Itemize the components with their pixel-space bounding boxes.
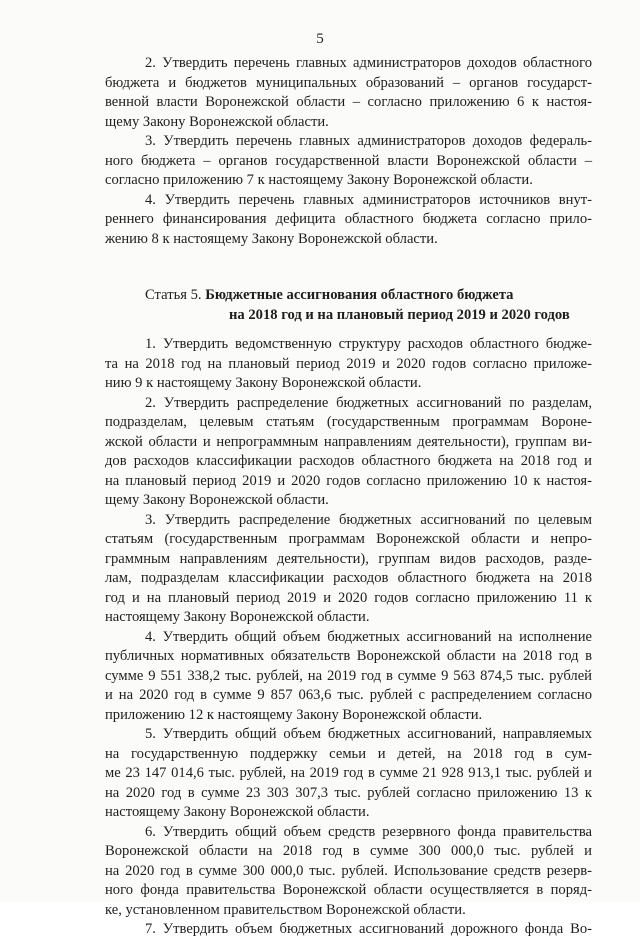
text-line: ного бюджета – органов государственной власти Воронежской области – [105,152,592,169]
article-5-paragraph-4 [105,628,592,726]
article-5-paragraph-7 [105,920,592,940]
article-5-paragraph-5 [105,725,592,823]
text-line: 3. Утвердить распределение бюджетных ассигнований по целевым [145,511,592,528]
text-line: дов расходов классификации расходов областного бюджета на 2018 год и [105,453,592,469]
text-line: 4. Утвердить перечень главных администраторов источников внут- [145,191,592,208]
article-label: Статья 5. [145,287,202,303]
paragraph-3 [105,132,592,191]
text-line: реннего финансирования дефицита областного бюджета согласно прило- [105,211,592,227]
text-line: жской области и непрограммным направлениям деятельности), группам ви- [105,433,592,450]
text-line: та на 2018 год на плановый период 2019 и 2020 годов согласно приложе- [105,355,592,372]
text-line: настоящему Закону Воронежской области. [105,609,370,625]
text-line: на плановый период 2019 и 2020 годов согласно приложению 10 к настоя- [105,472,592,489]
text-line: приложению 12 к настоящему Закону Воронежской области. [105,706,483,723]
document-body [105,54,592,940]
text-line: 5. Утвердить общий объем бюджетных ассигнований, направляемых [145,726,592,742]
text-line: 7. Утвердить объем бюджетных ассигнований дорожного фонда Во- [145,921,592,937]
text-line: сумме 9 551 338,2 тыс. рублей, на 2019 год в сумме 9 563 874,5 тыс. рублей [105,667,592,684]
text-line: граммным направлениям деятельности), группам видов расходов, разде- [105,550,592,567]
paragraph-2 [105,54,592,132]
text-line: на государственную поддержку семьи и детей, на 2018 год в сум- [105,745,592,762]
text-line: на 2020 год в сумме 23 303 307,3 тыс. рублей согласно приложению 13 к [105,784,592,801]
text-line: 2. Утвердить перечень главных администраторов доходов областного [145,55,592,71]
article-5-paragraph-3 [105,511,592,628]
text-line: щему Закону Воронежской области. [105,492,329,508]
article-5-paragraph-2 [105,394,592,511]
text-line: венной власти Воронежской области – согласно приложению 6 к настоя- [105,94,592,110]
text-line: нию 9 к настоящему Закону Воронежской области. [105,375,422,391]
section-gap [105,249,592,286]
text-line: ного фонда правительства Воронежской области осуществляется в поряд- [105,882,592,898]
text-line: жению 8 к настоящему Закону Воронежской области. [105,230,438,247]
text-line: бюджета и бюджетов муниципальных образований – органов государст- [105,74,592,91]
article-5-paragraph-1 [105,335,592,394]
text-line: 6. Утвердить общий объем средств резервного фонда правительства [145,823,592,840]
page-number: 5 [316,31,324,47]
text-line: 4. Утвердить общий объем бюджетных ассигнований на исполнение [145,628,592,645]
text-line: 2. Утвердить распределение бюджетных ассигнований по разделам, [145,394,592,411]
article-5-paragraph-6 [105,823,592,921]
article-title-part-2: на 2018 год и на плановый период 2019 и 2020 годов [229,306,570,323]
heading-gap [105,325,592,335]
paragraph-4 [105,191,592,250]
text-line: на 2020 год в сумме 300 000,0 тыс. рублей. Использование средств резерв- [105,862,592,879]
article-title-part-1: Бюджетные ассигнования областного бюджета [205,287,514,303]
text-line: статьям (государственным программам Воронежской области и непро- [105,531,592,547]
text-line: щему Закону Воронежской области. [105,113,329,130]
text-line: настоящему Закону Воронежской области. [105,804,370,820]
text-line: Воронежской области на 2018 год в сумме 300 000,0 тыс. рублей и [105,843,592,859]
text-line: и на 2020 год в сумме 9 857 063,6 тыс. рублей с распределением согласно [105,687,592,703]
text-line: год и на плановый период 2019 и 2020 годов согласно приложению 11 к [105,589,592,606]
article-heading [105,286,592,325]
text-line: лам, подразделам классификации расходов областного бюджета на 2018 [105,570,592,586]
text-line: публичных нормативных обязательств Воронежской области на 2018 год в [105,648,592,664]
text-line: подразделам, целевым статьям (государственным программам Вороне- [105,414,592,430]
text-line: согласно приложению 7 к настоящему Закону Воронежской области. [105,172,533,188]
text-line: ке, установленном правительством Воронежской области. [105,901,466,918]
text-line: ме 23 147 014,6 тыс. рублей, на 2019 год в сумме 21 928 913,1 тыс. рублей и [105,765,592,781]
text-line: 3. Утвердить перечень главных администраторов доходов федераль- [145,133,592,149]
article-heading-line-1 [105,286,592,306]
text-line: 1. Утвердить ведомственную структуру расходов областного бюдже- [145,336,592,352]
